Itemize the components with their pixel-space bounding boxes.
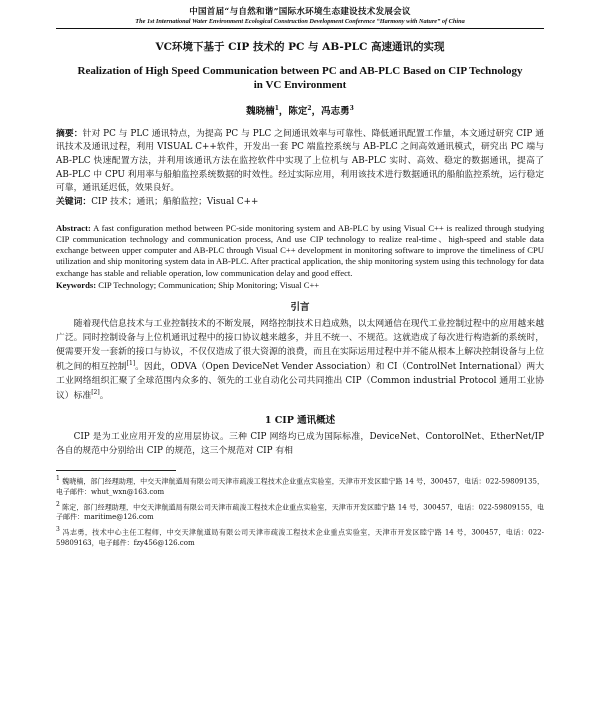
author-sup: 2 — [307, 104, 312, 112]
footnote — [56, 475, 544, 497]
paper-page — [0, 8, 600, 719]
abstract-cn-label: 摘要： — [56, 128, 83, 139]
section-heading-intro: 引言 — [290, 301, 310, 313]
paper-title-en: Realization of High Speed Communication between PC and AB-PLC Based on CIP Technology in VC Environment — [77, 65, 523, 92]
citation-ref: [1] — [126, 359, 136, 367]
author-name: 魏晓楠 — [246, 105, 275, 117]
keywords-cn-label: 关键词： — [56, 197, 92, 208]
section1-paragraph: CIP 是为工业应用开发的应用层协议。三种 CIP 网络均已成为国际标准，DeviceNet、ContorolNet、EtherNet/IP 各自的规范中分别给出 CIP 的规范，这三个规范对 CIP 有相 — [56, 431, 544, 457]
footnote-text: 冯志勇，技术中心主任工程师，中交天津航道局有限公司天津市疏浚工程技术企业重点实验室，天津市开发区睦宁路 14 号，300457，电话：022-59809163，电子邮件：fzy456@126.com — [56, 528, 544, 547]
footnote — [56, 501, 544, 523]
footnote-rule — [56, 470, 176, 471]
intro-text-c: 。 — [99, 390, 109, 401]
author-name: 冯志勇 — [321, 105, 350, 117]
abstract-cn — [56, 128, 544, 210]
footnote — [56, 526, 544, 548]
intro-text-b: 。因此，ODVA（Open DeviceNet Vender Association）和 CI（ControlNet International）两大工业网络组织汇聚了全球范围内众多的、领先的工业自动化公司共同推出 CIP（Common industrial Protocol 通用工业协议）标准 — [56, 361, 544, 401]
section-heading-1: 1 CIP 通讯概述 — [264, 414, 336, 426]
keywords-en — [56, 280, 544, 290]
author-list — [56, 103, 544, 117]
abstract-cn-text: 针对 PC 与 PLC 通讯特点，为提高 PC 与 PLC 之间通讯效率与可靠性、降低通讯配置工作量，本文通过研究 CIP 通讯技术及通讯过程，利用 VISUAL C++软件，开发出一套 PC 端监控系统与 AB-PLC 之间高效通讯模式，研究出 PC 端与 AB-PLC 快速配置方法，并利用该通讯方法在监控软件中实现了上位机与 AB-PLC 实时、高效、稳定的数据通讯，提高了 AB-PLC 中 CPU 利用率与船舶监控系统数据的时效性。经过实际应用，利用该技术进行数据通讯的船舶监控系统，运行稳定可靠，通讯延迟低，效果良好。 — [56, 128, 544, 194]
author-name: 陈定 — [288, 105, 308, 117]
keywords-cn-text: CIP 技术；通讯；船舶监控；Visual C++ — [91, 197, 259, 208]
intro-text-a: 随着现代信息技术与工业控制技术的不断发展，网络控制技术日趋成熟，以太网通信在现代工业控制过程中的应用越来越广泛。同时控制设备与上位机通讯过程中的接口协议越来越多，并且不统一、不规范。这就造成了每次进行构造新的系统时，便需要开发一套新的接口与协议，不仅仅造成了很大资源的浪费，而且在实际运用过程中并不能从根本上解决控制设备与上位机之间的相互控制 — [56, 318, 544, 372]
footnote-mark: 1 — [56, 475, 60, 483]
keywords-en-text: CIP Technology; Communication; Ship Monitoring; Visual C++ — [96, 279, 320, 290]
footnote-mark: 3 — [56, 526, 60, 534]
running-header — [56, 8, 544, 25]
header-en: The 1st International Water Environment Ecological Construction Development Conference “Harmony with Nature” of China — [135, 17, 465, 25]
abstract-en — [56, 223, 544, 279]
header-rule — [56, 28, 544, 29]
intro-paragraph — [56, 317, 544, 403]
header-cn: 中国首届“与自然和谐”国际水环境生态建设技术发展会议 — [189, 7, 411, 17]
abstract-en-label: Abstract: — [56, 222, 91, 233]
footnote-text: 魏晓楠，部门经理助理，中交天津航道局有限公司天津市疏浚工程技术企业重点实验室，天津市开发区睦宁路 14 号，300457，电话：022-59809135，电子邮件：whut_wxn@163.com — [56, 477, 544, 496]
keywords-en-label: Keywords: — [56, 279, 97, 290]
author-separator: ， — [311, 105, 322, 117]
author-sup: 1 — [274, 104, 279, 112]
author-sup: 3 — [349, 104, 354, 112]
abstract-en-text: A fast configuration method between PC-side monitoring system and AB-PLC by using Visual C++ is realized through studying CIP communication technology and communication process, And use CIP technology to realize real-time、high-speed and stable data exchange between upper computer and AB-PLC through Visual C++ development in monitoring software to improve the timeliness of CPU utilization and ship monitoring system data in AB-PLC. After practical application, the ship monitoring system using this technology for data exchange has stable and reliable operation, low communication delay and good effect. — [56, 222, 544, 278]
footnote-mark: 2 — [56, 500, 60, 508]
paper-title-cn: VC环境下基于 CIP 技术的 PC 与 AB-PLC 高速通讯的实现 — [155, 41, 445, 53]
citation-ref: [2] — [91, 389, 100, 396]
author-separator: ， — [278, 105, 289, 117]
footnote-text: 陈定，部门经理助理，中交天津航道局有限公司天津市疏浚工程技术企业重点实验室，天津市开发区睦宁路 14 号，300457，电话：022-59809155，电子邮件：maritime@126.com — [56, 503, 544, 522]
